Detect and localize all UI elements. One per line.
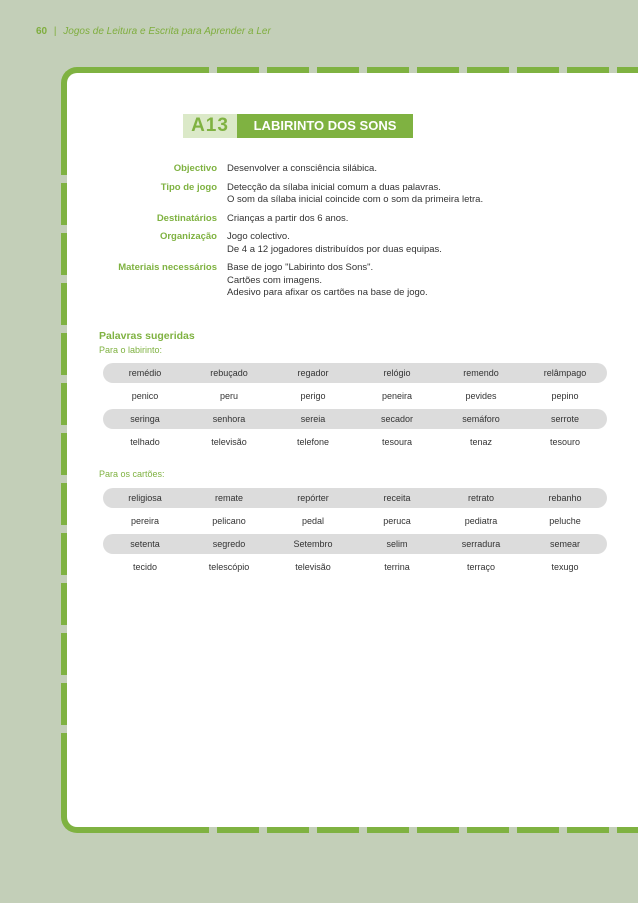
info-row-audience	[67, 213, 627, 226]
table-cell: pevides	[465, 391, 497, 401]
table-cell: rebuçado	[210, 368, 248, 378]
info-value-line: Crianças a partir dos 6 anos.	[227, 212, 349, 224]
page-header	[36, 26, 271, 37]
activity-title-bar	[183, 114, 413, 138]
info-value	[227, 182, 483, 207]
page-number: 60	[36, 26, 48, 37]
table-cell: telefone	[296, 437, 330, 447]
info-row-objective	[67, 163, 627, 176]
table-cell: semáforo	[462, 414, 500, 424]
table-cell: rebanho	[548, 493, 582, 503]
table-cell: receita	[383, 493, 411, 503]
table-cell: terraço	[466, 562, 495, 572]
table-cell: segredo	[212, 539, 246, 549]
info-value-line: Desenvolver a consciência silábica.	[227, 163, 377, 174]
table-cell: remendo	[463, 368, 499, 378]
cards-label: Para os cartões:	[99, 469, 165, 479]
activity-info	[67, 163, 627, 306]
table-cell: secador	[380, 414, 414, 424]
labyrinth-words-table	[103, 363, 607, 455]
activity-code: A13	[183, 114, 237, 138]
info-value	[227, 213, 348, 226]
info-row-game-type	[67, 182, 627, 207]
info-label: Destinatários	[156, 212, 217, 224]
card-edge-decoration-bottom	[167, 827, 638, 833]
table-cell: terrina	[384, 562, 410, 572]
table-cell: pedal	[301, 516, 325, 526]
table-cell: peluche	[549, 516, 581, 526]
table-cell: telhado	[130, 437, 160, 447]
table-cell: penico	[131, 391, 159, 401]
table-cell: repórter	[297, 493, 329, 503]
info-value-line: De 4 a 12 jogadores distribuídos por duas equipas.	[227, 243, 442, 255]
table-cell: pepino	[551, 391, 579, 401]
card-edge-decoration-top	[167, 67, 638, 73]
book-title: Jogos de Leitura e Escrita para Aprender a Ler	[63, 26, 271, 37]
activity-card	[61, 67, 638, 833]
info-row-organization	[67, 231, 627, 256]
table-cell: peruca	[383, 516, 411, 526]
table-cell: remédio	[128, 368, 162, 378]
table-row	[103, 386, 607, 406]
table-cell: texugo	[551, 562, 579, 572]
table-cell: regador	[297, 368, 329, 378]
table-cell: televisão	[211, 437, 247, 447]
info-value	[227, 163, 377, 176]
table-cell: peru	[219, 391, 238, 401]
info-label: Objectivo	[173, 163, 217, 174]
table-cell: tesouro	[549, 437, 581, 447]
header-separator: |	[53, 26, 57, 37]
table-row	[103, 432, 607, 452]
table-cell: sereia	[300, 414, 326, 424]
table-cell: serradura	[461, 539, 501, 549]
suggested-words-title: Palavras sugeridas	[99, 330, 195, 342]
table-cell: Setembro	[293, 539, 333, 549]
table-row	[103, 557, 607, 577]
info-label: Organização	[159, 231, 217, 242]
table-cell: serrote	[550, 414, 579, 424]
table-cell: tecido	[132, 562, 158, 572]
table-cell: relógio	[383, 368, 411, 378]
info-row-materials	[67, 262, 627, 300]
table-row	[103, 409, 607, 429]
table-row	[103, 363, 607, 383]
table-cell: pereira	[130, 516, 159, 526]
info-value-line: Cartões com imagens.	[227, 274, 323, 286]
activity-title: LABIRINTO DOS SONS	[237, 114, 413, 138]
table-cell: remate	[214, 493, 243, 503]
table-cell: selim	[386, 539, 408, 549]
table-cell: tenaz	[469, 437, 493, 447]
info-value	[227, 231, 442, 256]
info-value-line: Jogo colectivo.	[227, 231, 290, 242]
table-cell: senhora	[212, 414, 246, 424]
table-cell: seringa	[130, 414, 160, 424]
table-row	[103, 488, 607, 508]
info-value-line: Adesivo para afixar os cartões na base de jogo.	[227, 287, 428, 298]
table-row	[103, 511, 607, 531]
info-value-line: O som da sílaba inicial coincide com o som da primeira letra.	[227, 194, 484, 205]
info-label: Materiais necessários	[118, 262, 217, 273]
table-cell: pediatra	[464, 516, 498, 526]
labyrinth-label: Para o labirinto:	[99, 345, 163, 355]
table-cell: pelicano	[212, 516, 246, 526]
cards-words-table	[103, 488, 607, 580]
table-cell: relâmpago	[543, 368, 587, 378]
table-cell: telescópio	[208, 562, 250, 572]
table-cell: semear	[549, 539, 580, 549]
table-cell: religiosa	[128, 493, 162, 503]
table-cell: perigo	[300, 391, 326, 401]
table-cell: retrato	[467, 493, 494, 503]
table-cell: tesoura	[381, 437, 413, 447]
info-label: Tipo de jogo	[160, 181, 217, 193]
table-cell: peneira	[381, 391, 413, 401]
info-value-line: Base de jogo "Labirinto dos Sons".	[227, 262, 374, 273]
table-cell: televisão	[295, 562, 331, 572]
table-row	[103, 534, 607, 554]
info-value-line: Detecção da sílaba inicial comum a duas palavras.	[227, 181, 441, 193]
table-cell: setenta	[130, 539, 160, 549]
info-value	[227, 262, 428, 300]
